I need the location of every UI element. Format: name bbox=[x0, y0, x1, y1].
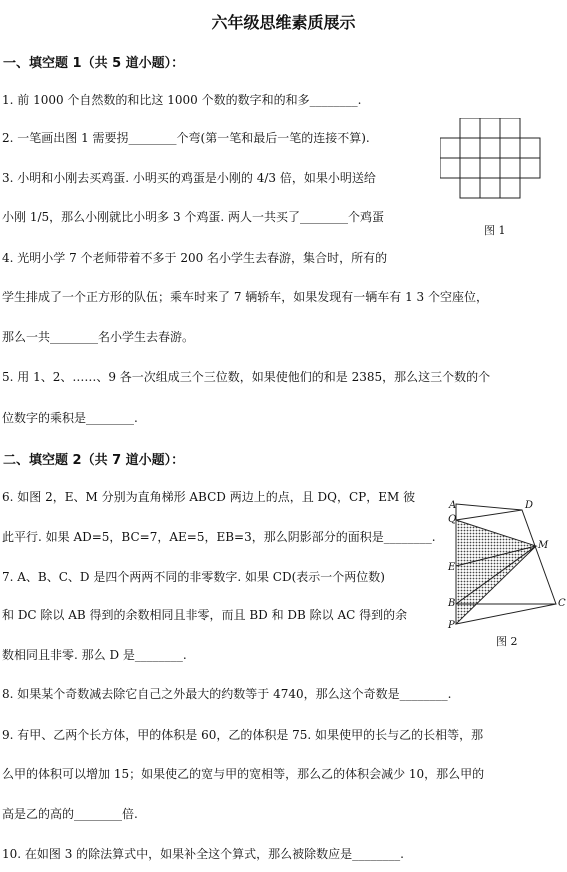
question-8: 8. 如果某个奇数减去除它自己之外最大的约数等于 4740，那么这个奇数是________. bbox=[2, 687, 452, 701]
figure-2-label-e: E bbox=[448, 562, 456, 573]
question-9-line-2: 么甲的体积可以增加 15；如果使乙的宽与甲的宽相等，那么乙的体积会减少 10，那么甲的 bbox=[2, 767, 485, 781]
question-5-line-1: 5. 用 1、2、……、9 各一次组成三个三位数，如果使他们的和是 2385，那么这三个数的个 bbox=[2, 370, 491, 384]
figure-2-label-p: P bbox=[448, 620, 455, 631]
page-title: 六年级思维素质展示 bbox=[211, 13, 356, 32]
figure-2-trapezoid bbox=[448, 496, 566, 636]
figure-2-label-a: A bbox=[449, 500, 457, 511]
section-1-heading: 一、填空题 1（共 5 道小题）： bbox=[3, 56, 185, 71]
question-7-line-2: 和 DC 除以 AB 得到的余数相同且非零，而且 BD 和 DB 除以 AC 得到的余 bbox=[2, 608, 408, 622]
question-4-line-2: 学生排成了一个正方形的队伍；乘车时来了 7 辆轿车，如果发现有一辆车有 1 3 个空座位， bbox=[2, 290, 488, 304]
question-4-line-1: 4. 光明小学 7 个老师带着不多于 200 名小学生去春游，集合时，所有的 bbox=[2, 251, 388, 265]
question-4-line-3: 那么一共________名小学生去春游。 bbox=[2, 330, 195, 344]
question-2: 2. 一笔画出图 1 需要拐________个弯(第一笔和最后一笔的连接不算). bbox=[2, 131, 370, 145]
figure-2-label-q: Q bbox=[448, 514, 457, 525]
figure-2-label-c: C bbox=[558, 598, 566, 609]
section-2-heading: 二、填空题 2（共 7 道小题）： bbox=[3, 453, 185, 468]
question-10: 10. 在如图 3 的除法算式中，如果补全这个算式，那么被除数应是________. bbox=[2, 847, 404, 861]
question-5-line-2: 位数字的乘积是________. bbox=[2, 411, 138, 425]
figure-1-caption: 图 1 bbox=[484, 224, 506, 237]
figure-2-label-d: D bbox=[525, 500, 534, 511]
figure-2-label-b: B bbox=[448, 598, 456, 609]
question-3-line-1: 3. 小明和小刚去买鸡蛋. 小明买的鸡蛋是小刚的 4/3 倍，如果小明送给 bbox=[2, 171, 376, 185]
question-9-line-3: 高是乙的高的________倍. bbox=[2, 807, 138, 821]
question-9-line-1: 9. 有甲、乙两个长方体，甲的体积是 60，乙的体积是 75. 如果使甲的长与乙的长相等，那 bbox=[2, 728, 484, 742]
question-3-line-2: 小刚 1/5，那么小刚就比小明多 3 个鸡蛋. 两人一共买了________个鸡蛋 bbox=[2, 210, 385, 224]
figure-2-label-m: M bbox=[538, 540, 549, 551]
question-7-line-3: 数相同且非零. 那么 D 是________. bbox=[2, 648, 187, 662]
question-6-line-2: 此平行. 如果 AD=5，BC=7，AE=5，EB=3，那么阴影部分的面积是________. bbox=[2, 530, 436, 544]
figure-1-grid bbox=[440, 118, 544, 222]
question-1: 1. 前 1000 个自然数的和比这 1000 个数的数字和的和多________. bbox=[2, 93, 362, 107]
question-6-line-1: 6. 如图 2，E、M 分别为直角梯形 ABCD 两边上的点，且 DQ，CP，EM 彼 bbox=[2, 490, 416, 504]
figure-2-caption: 图 2 bbox=[496, 635, 518, 648]
question-7-line-1: 7. A、B、C、D 是四个两两不同的非零数字. 如果 CD(表示一个两位数) bbox=[2, 570, 385, 584]
